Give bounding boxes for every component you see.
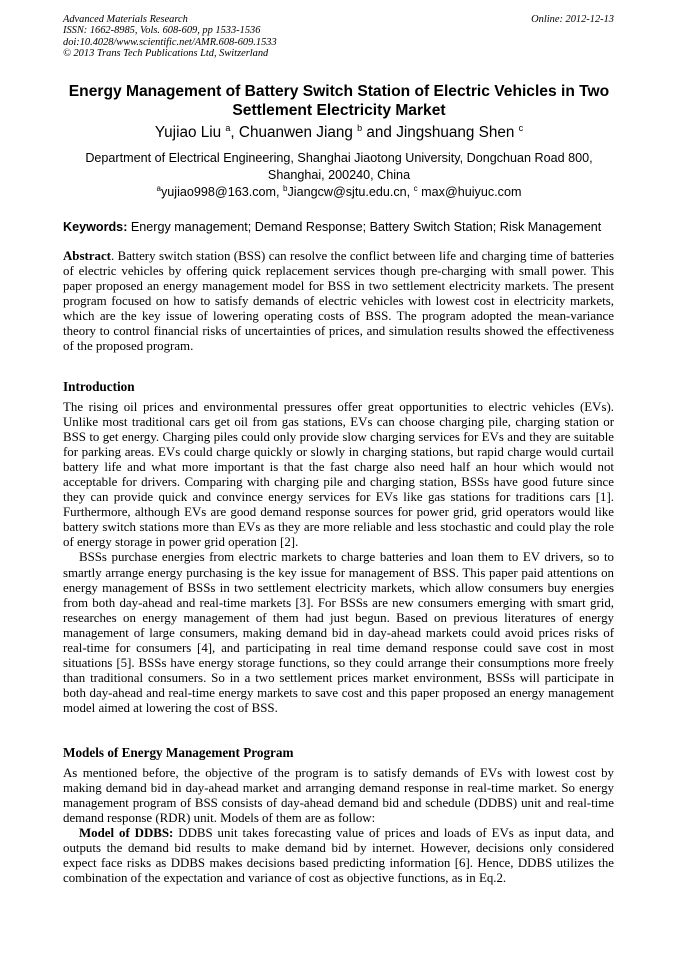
title-line-1: Energy Management of Battery Switch Station of Electric Vehicles in Two bbox=[68, 83, 610, 100]
email-address[interactable]: max@huiyuc.com bbox=[421, 185, 522, 199]
abstract-text: . Battery switch station (BSS) can resolve the conflict between life and charging time of batteries of electric vehicles by offering quick replacement services though pre-charging with small power. This paper proposed an energy management model for BSS in two settlement electricity markets. The present program focused on how to satisfy demands of electric vehicles with lowest cost in electricity markets, which are the key issue of lowering operating costs of BSS. The program adopted the mean-variance theory to control financial risks of uncertainties of prices, and simulation results showed the effectiveness of the proposed program. bbox=[63, 249, 614, 354]
author-mark: b bbox=[357, 123, 363, 133]
section-heading-introduction: Introduction bbox=[63, 379, 135, 394]
title-line-2: Settlement Electricity Market bbox=[232, 102, 446, 119]
paper-title bbox=[40, 82, 638, 120]
keywords-label: Keywords: bbox=[63, 220, 128, 234]
models-paragraph-1: As mentioned before, the objective of the program is to satisfy demands of EVs with lowest cost by making demand bid in day-ahead market and arranging demand response in real-time market. So energy management program of BSS consists of day-ahead demand bid and schedule (DDBS) unit and real-time demand response (RDR) unit. Models of them are as follow: bbox=[63, 766, 614, 826]
author-mark: c bbox=[518, 123, 524, 133]
author-list bbox=[40, 123, 638, 142]
author-name: Jingshuang Shen bbox=[396, 124, 515, 141]
models-paragraph-2 bbox=[63, 826, 614, 886]
author-mark: a bbox=[225, 123, 231, 133]
author-name: Chuanwen Jiang bbox=[238, 124, 353, 141]
author-name: Yujiao Liu bbox=[154, 124, 222, 141]
email-mark: c bbox=[413, 184, 418, 193]
section-heading-models: Models of Energy Management Program bbox=[63, 745, 294, 760]
keywords-text: Energy management; Demand Response; Battery Switch Station; Risk Management bbox=[130, 220, 602, 234]
email-address[interactable]: yujiao998@163.com bbox=[161, 185, 277, 199]
introduction-section bbox=[63, 400, 614, 716]
journal-name: Advanced Materials Research bbox=[63, 14, 188, 25]
intro-paragraph-2: BSSs purchase energies from electric markets to charge batteries and loan them to EV drivers, so to smartly arrange energy purchasing is the key issue for management of BSS. This paper paid attentions on energy management of BSSs in two settlement electricity markets, which allow consumers buy energies from both day-ahead and real-time markets [3]. For BSSs are new consumers emerging with smart grid, researches on energy management of them had just begun. Based on previous literatures of energy management of large consumers, making demand bid in day-ahead markets could avoid prices risks of real-time for consumers [4], and participating in real time demand response could save cost in most situations [5]. BSSs have energy storage functions, so they could arrange their consumptions more freely than traditional consumers. So in a two settlement prices market environment, BSSs will participate in both day-ahead and real-time energy markets to save cost and this paper proposed an energy management model aimed at lowering the cost of BSS. bbox=[63, 550, 614, 715]
email-mark: b bbox=[283, 184, 288, 193]
author-separator: and bbox=[362, 124, 397, 141]
journal-header bbox=[63, 14, 277, 59]
online-date: Online: 2012-12-13 bbox=[531, 14, 614, 25]
doi-line: doi:10.4028/www.scientific.net/AMR.608-609.1533 bbox=[63, 36, 277, 48]
models-section bbox=[63, 766, 614, 886]
abstract-label: Abstract bbox=[63, 249, 111, 263]
author-separator: , bbox=[230, 124, 239, 141]
keywords bbox=[63, 219, 623, 235]
affiliation: Department of Electrical Engineering, Shanghai Jiaotong University, Dongchuan Road 800, Shanghai, 200240, China bbox=[85, 151, 593, 182]
intro-paragraph-1: The rising oil prices and environmental pressures offer great opportunities to electric vehicles (EVs). Unlike most traditional cars get oil from gas stations, EVs can choose charging pile, charging station or BSS to get energy. Charging piles could only provide slow charging services for EVs and they are suitable for parking areas. EVs could charge quickly or slowly in charging stations, but rapid charge would curtail battery life and what more important is that the fast charge also need half an hour which would not acceptable for drivers. Comparing with charging pile and charging station, BSSs have good future since they can provide quick and convince energy services for EVs like gas stations for traditions cars [1]. Furthermore, although EVs are good demand response sources for power grid, grid operators would like battery switch stations more than EVs as they are more reliable and less stochastic and could play the role of energy storage in power grid operation [2]. bbox=[63, 400, 614, 550]
abstract bbox=[63, 249, 614, 354]
models-p2-label: Model of DDBS: bbox=[79, 826, 174, 841]
issn-line: ISSN: 1662-8985, Vols. 608-609, pp 1533-1536 bbox=[63, 25, 261, 37]
email-list: $^a$yujiao998@163.com, $^b$Jiangcw@sjtu.edu.cn, $^c$ max@huiyuc.com bbox=[156, 184, 522, 199]
copyright-line: © 2013 Trans Tech Publications Ltd, Switzerland bbox=[63, 47, 269, 59]
email-address[interactable]: Jiangcw@sjtu.edu.cn bbox=[287, 185, 407, 199]
email-mark: a bbox=[156, 184, 161, 193]
models-p2-text: DDBS unit takes forecasting value of prices and loads of EVs as input data, and outputs the demand bid results to make demand bid by internet. However, decisions only considered expect face risks as DDBS makes decisions based predicting information [6]. Hence, DDBS utilizes the combination of the expectation and variance of cost as objective functions, as in Eq.2. bbox=[63, 826, 615, 886]
